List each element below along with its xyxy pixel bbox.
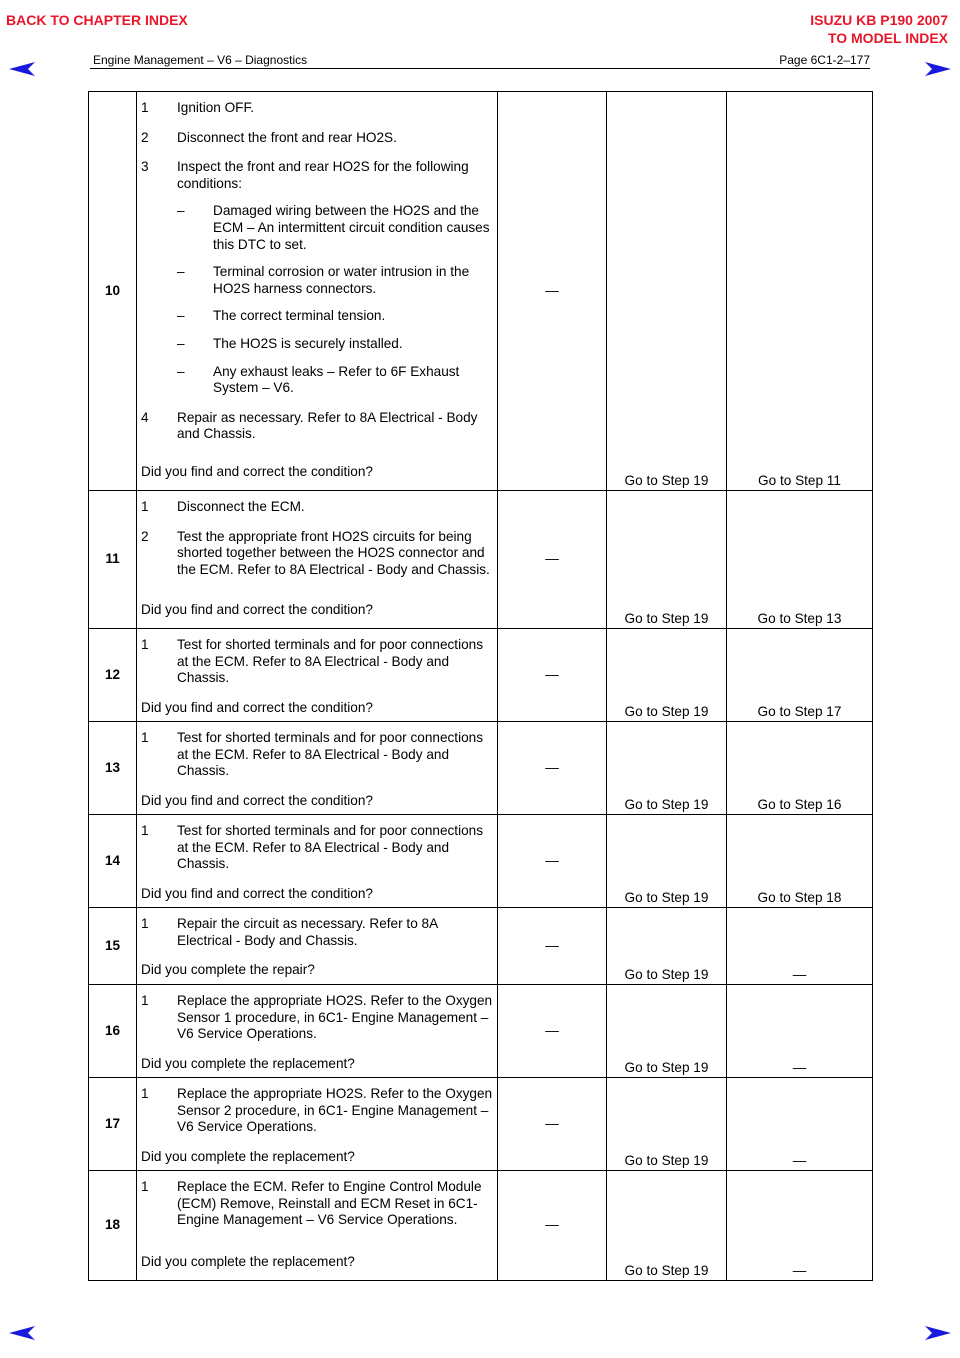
- action-cell: [137, 815, 498, 908]
- question-text: Did you find and correct the condition?: [141, 464, 373, 480]
- yes-result: Go to Step 19: [607, 722, 727, 815]
- action-cell: [137, 629, 498, 722]
- action-item: [141, 823, 493, 873]
- question-text: Did you complete the repair?: [141, 962, 315, 978]
- action-text: Inspect the front and rear HO2S for the following conditions:: [177, 159, 469, 191]
- question-text: Did you find and correct the condition?: [141, 885, 373, 901]
- yes-result: Go to Step 19: [607, 1171, 727, 1281]
- action-text: Repair as necessary. Refer to 8A Electrical - Body and Chassis.: [177, 409, 478, 442]
- action-text: Repair the circuit as necessary. Refer to 8A Electrical - Body and Chassis.: [177, 916, 438, 948]
- action-text: Disconnect the ECM.: [177, 499, 305, 514]
- condition-item: [177, 203, 493, 253]
- action-number: 2: [141, 528, 149, 544]
- question-text: Did you find and correct the condition?: [141, 602, 373, 618]
- step-number: 10: [89, 92, 137, 491]
- step-number: 11: [89, 491, 137, 629]
- no-result: —: [727, 908, 873, 985]
- action-cell: [137, 92, 498, 491]
- action-item: [141, 730, 493, 780]
- action-text: Replace the appropriate HO2S. Refer to the Oxygen Sensor 2 procedure, in 6C1- Engine Management – V6 Service Operations.: [177, 1086, 493, 1135]
- bullet-dash: –: [177, 335, 185, 351]
- action-number: 1: [141, 1086, 149, 1101]
- action-number: 2: [141, 129, 149, 145]
- action-text: Ignition OFF.: [177, 100, 255, 115]
- condition-item: [177, 264, 493, 297]
- table-row: [89, 1078, 873, 1171]
- value-cell: —: [498, 1171, 607, 1281]
- no-result: Go to Step 13: [727, 491, 873, 629]
- action-item: [141, 130, 493, 147]
- condition-item: [177, 364, 493, 397]
- yes-result: Go to Step 19: [607, 815, 727, 908]
- question-text: Did you complete the replacement?: [141, 1254, 355, 1270]
- action-item: [141, 499, 493, 516]
- action-number: 1: [141, 637, 149, 652]
- value-cell: —: [498, 722, 607, 815]
- condition-item: [177, 308, 493, 325]
- step-number: 13: [89, 722, 137, 815]
- table-row: [89, 629, 873, 722]
- value-cell: —: [498, 815, 607, 908]
- action-number: 1: [141, 823, 149, 838]
- value-cell: —: [498, 629, 607, 722]
- action-item: [141, 159, 493, 192]
- action-cell: [137, 985, 498, 1078]
- action-text: Test the appropriate front HO2S circuits for being shorted together between the HO2S connector and the ECM. Refer to 8A Electrical - Body and Chassis.: [177, 528, 490, 577]
- question-text: Did you complete the replacement?: [141, 1055, 355, 1071]
- no-result: —: [727, 1171, 873, 1281]
- action-number: 1: [141, 1179, 149, 1194]
- action-number: 1: [141, 499, 149, 514]
- table-row: [89, 1171, 873, 1281]
- bullet-dash: –: [177, 203, 185, 219]
- bullet-dash: –: [177, 363, 185, 379]
- action-cell: [137, 722, 498, 815]
- action-text: Disconnect the front and rear HO2S.: [177, 129, 397, 145]
- action-item: [141, 529, 493, 579]
- step-number: 17: [89, 1078, 137, 1171]
- yes-result: Go to Step 19: [607, 92, 727, 491]
- action-item: [141, 100, 493, 117]
- no-result: —: [727, 1078, 873, 1171]
- action-item: [141, 410, 493, 443]
- action-cell: [137, 908, 498, 985]
- action-item: [141, 1179, 493, 1229]
- value-cell: —: [498, 92, 607, 491]
- step-number: 12: [89, 629, 137, 722]
- back-to-chapter-index-link[interactable]: BACK TO CHAPTER INDEX: [6, 12, 188, 28]
- yes-result: Go to Step 19: [607, 1078, 727, 1171]
- yes-result: Go to Step 19: [607, 629, 727, 722]
- condition-text: Any exhaust leaks – Refer to 6F Exhaust System – V6.: [213, 363, 460, 396]
- value-cell: —: [498, 985, 607, 1078]
- question-text: Did you complete the replacement?: [141, 1148, 355, 1164]
- condition-text: Terminal corrosion or water intrusion in the HO2S harness connectors.: [213, 264, 470, 296]
- question-text: Did you find and correct the condition?: [141, 792, 373, 808]
- action-text: Replace the appropriate HO2S. Refer to the Oxygen Sensor 1 procedure, in 6C1- Engine Management – V6 Service Operations.: [177, 993, 493, 1042]
- action-number: 1: [141, 993, 149, 1008]
- model-index-link[interactable]: TO MODEL INDEX: [827, 30, 948, 46]
- page-number: Page 6C1-2–177: [779, 53, 870, 67]
- no-result: Go to Step 16: [727, 722, 873, 815]
- action-number: 1: [141, 730, 149, 745]
- value-cell: —: [498, 491, 607, 629]
- step-number: 18: [89, 1171, 137, 1281]
- no-result: Go to Step 17: [727, 629, 873, 722]
- header-divider: [90, 68, 870, 69]
- table-row: [89, 815, 873, 908]
- condition-item: [177, 336, 493, 353]
- action-number: 1: [141, 100, 149, 115]
- yes-result: Go to Step 19: [607, 491, 727, 629]
- bullet-dash: –: [177, 308, 185, 324]
- step-number: 16: [89, 985, 137, 1078]
- arrow-left-icon[interactable]: [8, 1324, 36, 1342]
- no-result: —: [727, 985, 873, 1078]
- arrow-right-icon[interactable]: [924, 60, 952, 78]
- action-item: [141, 1086, 493, 1136]
- action-item: [141, 637, 493, 687]
- table-row: [89, 491, 873, 629]
- action-number: 1: [141, 916, 149, 931]
- no-result: Go to Step 11: [727, 92, 873, 491]
- table-row: [89, 722, 873, 815]
- table-row: [89, 908, 873, 985]
- action-text: Test for shorted terminals and for poor connections at the ECM. Refer to 8A Electrical - Body and Chassis.: [177, 637, 484, 686]
- table-row: [89, 92, 873, 491]
- table-row: [89, 985, 873, 1078]
- action-cell: [137, 1078, 498, 1171]
- action-text: Test for shorted terminals and for poor connections at the ECM. Refer to 8A Electrical - Body and Chassis.: [177, 823, 484, 872]
- action-text: Test for shorted terminals and for poor connections at the ECM. Refer to 8A Electrical - Body and Chassis.: [177, 730, 484, 779]
- step-number: 14: [89, 815, 137, 908]
- value-cell: —: [498, 908, 607, 985]
- arrow-right-icon[interactable]: [924, 1324, 952, 1342]
- action-cell: [137, 1171, 498, 1281]
- action-number: 4: [141, 409, 149, 425]
- action-item: [141, 916, 493, 949]
- model-title-link[interactable]: ISUZU KB P190 2007: [810, 12, 948, 28]
- action-item: [141, 993, 493, 1043]
- question-text: Did you find and correct the condition?: [141, 699, 373, 715]
- condition-text: The HO2S is securely installed.: [213, 335, 403, 351]
- yes-result: Go to Step 19: [607, 908, 727, 985]
- step-number: 15: [89, 908, 137, 985]
- arrow-left-icon[interactable]: [8, 60, 36, 78]
- condition-text: Damaged wiring between the HO2S and the ECM – An intermittent circuit condition causes this DTC to set.: [213, 203, 490, 252]
- condition-text: The correct terminal tension.: [213, 308, 386, 324]
- value-cell: —: [498, 1078, 607, 1171]
- page-header-title: Engine Management – V6 – Diagnostics: [93, 53, 308, 67]
- bullet-dash: –: [177, 264, 185, 280]
- yes-result: Go to Step 19: [607, 985, 727, 1078]
- diagnostic-table: [88, 91, 873, 1281]
- no-result: Go to Step 18: [727, 815, 873, 908]
- action-cell: [137, 491, 498, 629]
- action-number: 3: [141, 159, 149, 175]
- action-text: Replace the ECM. Refer to Engine Control Module (ECM) Remove, Reinstall and ECM Reset in 6C1- Engine Management – V6 Service Operations.: [177, 1179, 482, 1228]
